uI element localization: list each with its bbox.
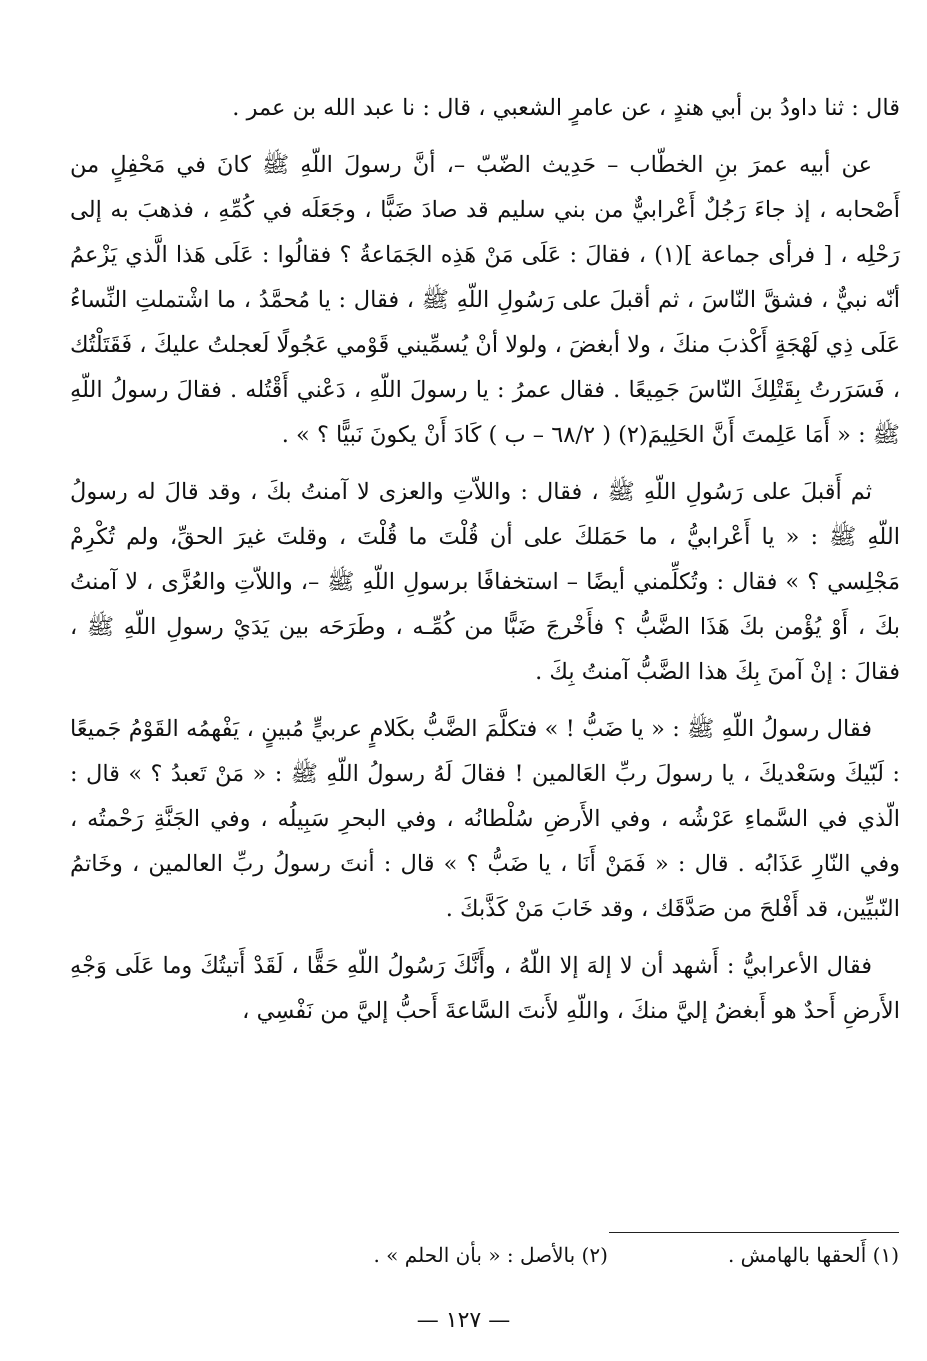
footnote-divider bbox=[609, 1232, 899, 1233]
paragraph: فقال رسولُ اللّهِ ﷺ : « يا ضَبُّ ! » فتكلَّمَ الضَّبُّ بكَلامٍ عربيٍّ مُبينٍ ، يَفْهمُه القَوْمُ جَميعًا : لَبّيكَ وسَعْديكَ ، يا رسولَ ربِّ العَالمين ! فقالَ لَهُ رسولُ اللّهِ ﷺ : « مَنْ تَعبدُ ؟ » قال : الّذي في السَّماءِ عَرْشُه ، وفي الأَرضِ سُلْطانُه ، وفي البحرِ سَبِيلُه ، وفي الجَنَّةِ رَحْمتُه ، وفي النّارِ عَذَابُه . قال : « فَمَنْ أَنَا ، يا ضَبُّ ؟ » قال : أنتَ رسولُ ربِّ العالمين ، وخَاتمُ النّبيِّين، قد أَفْلحَ من صَدَّقَك ، وقد خَابَ مَنْ كَذَّبكَ . bbox=[70, 716, 900, 922]
page-number: — ١٢٧ — bbox=[416, 1308, 511, 1333]
paragraph: فقال الأعرابيُّ : أَشهد أن لا إلهَ إلا اللّهُ ، وأَنَّكَ رَسُولُ اللّهِ حَقًّا ، لَقَدْ أَتيتُكَ وما عَلَى وَجْهِ الأَرضِ أَحدٌ هو أَبغضُ إليَّ منكَ ، واللّهِ لأَنتَ السَّاعةَ أَحبُّ إليَّ من نَفْسِي ، bbox=[70, 953, 900, 1024]
footnotes bbox=[210, 1240, 899, 1270]
main-text bbox=[70, 86, 900, 1034]
footnote-2: (٢) بالأصل : « بأن الحلم » . bbox=[373, 1243, 608, 1267]
paragraph: ثم أَقبلَ على رَسُولِ اللّهِ ﷺ ، فقال : واللاّتِ والعزى لا آمنتُ بكَ ، وقد قالَ له رسولُ اللّهِ ﷺ : « يا أَعْرابيُّ ، ما حَمَلكَ على أن قُلْتَ ما قُلْتَ ، وقلتَ غيرَ الحقِّ، ولم تُكْرِمْ مَجْلِسي ؟ » فقال : وتُكلِّمني أيضًا – استخفافًا برسولِ اللّهِ ﷺ –، واللاّتِ والعُزَّى ، لا آمنتُ بكَ ، أَوْ يُؤْمن بكَ هَذَا الضَّبُّ ؟ فأَخْرجَ ضَبًّا من كُمِّـه ، وطَرَحَه بين يَدَيْ رسولِ اللّهِ ﷺ ، فقالَ : إنْ آمنَ بِكَ هذا الضَّبُّ آمنتُ بِكَ . bbox=[70, 479, 900, 685]
paragraph: عن أبيه عمرَ بنِ الخطّاب – حَدِيث الضّبّ –، أنَّ رسولَ اللّهِ ﷺ كانَ في مَحْفِلٍ من أَصْحابه ، إذ جاءَ رَجُلٌ أَعْرابيٌّ من بني سليم قد صادَ ضَبًّا ، وجَعَلَه في كُمِّهِ ، فذهبَ به إلى رَحْلِه ، [ فرأى جماعة ](١) ، فقالَ : عَلَى مَنْ هَذِه الجَمَاعةُ ؟ فقالُوا : عَلَى هَذا الَّذي يَزْعمُ أنّه نبيٌّ ، فشقَّ النّاسَ ، ثم أقبلَ على رَسُولِ اللّهِ ﷺ ، فقال : يا مُحمَّدُ ، ما اشْتملتِ النِّساءُ عَلَى ذِي لَهْجَةٍ أَكْذبَ منكَ ، ولا أبغضَ ، ولولا أنْ يُسمِّيني قَوْمي عَجُولًا لَعجلتُ عليكَ ، فَقَتَلْتُك ، فَسَرَرتُ بِقَتْلِكَ النّاسَ جَمِيعًا . فقال عمرُ : يا رسولَ اللّهِ ، دَعْني أَقْتُله . فقالَ رسولُ اللّهِ ﷺ : « أَمَا عَلِمتَ أَنَّ الحَلِيمَ(٢) ( ٦٨/٢ – ب ) كَادَ أَنْ يكونَ نَبيًّا ؟ » . bbox=[70, 152, 901, 448]
footnote-1: (١) أَلحقها بالهامش . bbox=[727, 1243, 899, 1267]
paragraph: قال : ثنا داودُ بن أبي هندٍ ، عن عامرٍ الشعبي ، قال : نا عبد الله بن عمر . bbox=[232, 95, 900, 121]
